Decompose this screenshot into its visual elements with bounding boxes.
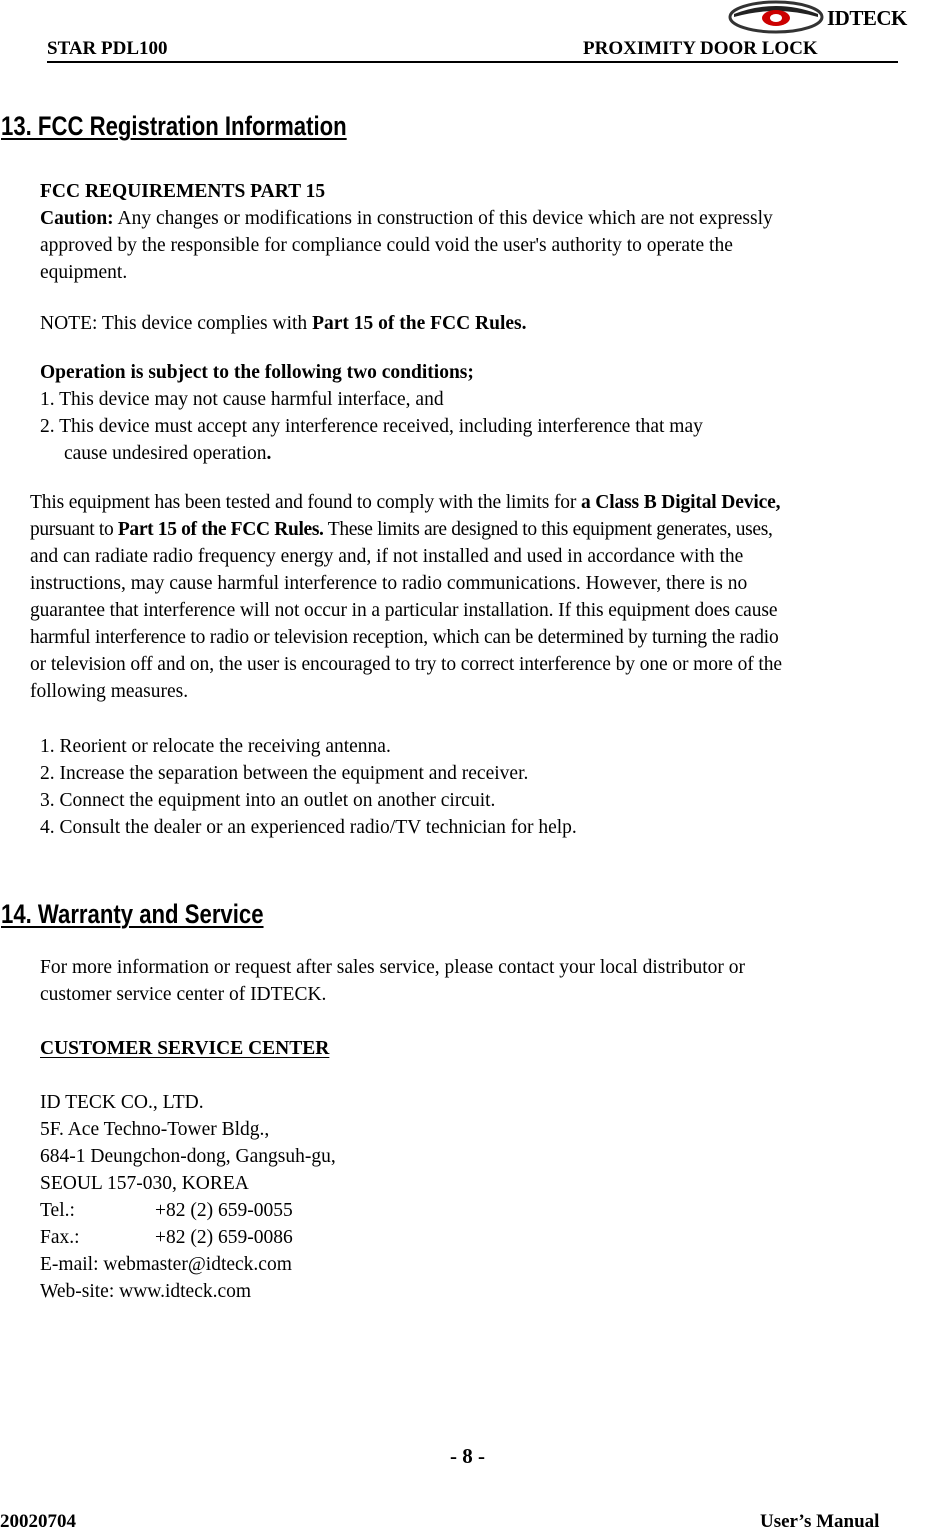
warranty-intro-line-1: For more information or request after sales service, please contact your local distributor or (40, 957, 746, 978)
measure-1: 1. Reorient or relocate the receiving antenna. (40, 736, 391, 757)
section-13-heading: 13. FCC Registration Information (1, 111, 347, 141)
section-14-heading: 14. Warranty and Service (1, 899, 264, 929)
address-line-2: 684-1 Deungchon-dong, Gangsuh-gu, (40, 1146, 336, 1167)
footer-date-code: 20020704 (0, 1511, 76, 1532)
fcc-paragraph-line-2 (30, 516, 772, 543)
caution-line-2: approved by the responsible for compliance could void the user's authority to operate the (40, 235, 733, 256)
fcc-paragraph-line-5: guarantee that interference will not occur in a particular installation. If this equipment does cause (30, 600, 778, 621)
measure-4: 4. Consult the dealer or an experienced radio/TV technician for help. (40, 817, 577, 838)
fax-label: Fax.: (40, 1227, 80, 1248)
logo-swoosh-icon (728, 0, 828, 36)
fcc-paragraph-line-4: instructions, may cause harmful interference to radio communications. However, there is no (30, 573, 748, 594)
tel-label: Tel.: (40, 1200, 75, 1221)
header-title: PROXIMITY DOOR LOCK (583, 38, 818, 59)
footer-doc-type: User’s Manual (760, 1511, 880, 1532)
customer-service-title: CUSTOMER SERVICE CENTER (40, 1038, 330, 1059)
caution-line-3: equipment. (40, 262, 128, 283)
fax-line (40, 1224, 293, 1251)
para-l1-bold: a Class B Digital Device, (580, 492, 781, 513)
note-line (40, 310, 527, 337)
tel-value: +82 (2) 659-0055 (155, 1200, 293, 1221)
caution-label: Caution: (40, 208, 114, 229)
para-l2-post: These limits are designed to this equipment generates, uses, (323, 519, 773, 540)
header-rule (47, 61, 898, 63)
tel-line (40, 1197, 293, 1224)
measure-2: 2. Increase the separation between the equipment and receiver. (40, 763, 529, 784)
conditions-title: Operation is subject to the following two conditions; (40, 362, 474, 383)
idteck-logo (728, 0, 907, 36)
email-line: E-mail: webmaster@idteck.com (40, 1254, 292, 1275)
measure-3: 3. Connect the equipment into an outlet on another circuit. (40, 790, 496, 811)
fcc-paragraph-line-3: and can radiate radio frequency energy and, if not installed and used in accordance with the (30, 546, 744, 567)
para-l2-pre: pursuant to (30, 519, 118, 540)
fcc-paragraph-line-8: following measures. (30, 681, 189, 702)
address-line-3: SEOUL 157-030, KOREA (40, 1173, 249, 1194)
condition-1: 1. This device may not cause harmful interface, and (40, 389, 444, 410)
company-name: ID TECK CO., LTD. (40, 1092, 204, 1113)
caution-line-1 (40, 205, 773, 232)
condition-2-cont (64, 440, 271, 467)
warranty-intro-line-2: customer service center of IDTECK. (40, 984, 327, 1005)
logo-text: IDTECK (827, 6, 907, 30)
fcc-paragraph-line-7: or television off and on, the user is encouraged to try to correct interference by one or more of the (30, 654, 782, 675)
note-bold: Part 15 of the FCC Rules. (312, 313, 527, 334)
para-l1-text: This equipment has been tested and found to comply with the limits for (30, 492, 581, 513)
fcc-paragraph-line-6: harmful interference to radio or television reception, which can be determined by turning the radio (30, 627, 779, 648)
condition-2-text: cause undesired operation (64, 443, 267, 464)
condition-2-period: . (266, 443, 272, 464)
caution-text: Any changes or modifications in construction of this device which are not expressly (113, 208, 773, 229)
para-l2-bold: Part 15 of the FCC Rules. (117, 519, 324, 540)
fcc-paragraph-line-1 (30, 489, 780, 516)
note-prefix: NOTE: This device complies with (40, 313, 313, 334)
address-line-1: 5F. Ace Techno-Tower Bldg., (40, 1119, 270, 1140)
fcc-requirements-title: FCC REQUIREMENTS PART 15 (40, 181, 326, 202)
fax-value: +82 (2) 659-0086 (155, 1227, 293, 1248)
page-number: - 8 - (450, 1444, 485, 1468)
website-line: Web-site: www.idteck.com (40, 1281, 252, 1302)
condition-2: 2. This device must accept any interference received, including interference that may (40, 416, 703, 437)
header-product: STAR PDL100 (47, 38, 168, 59)
